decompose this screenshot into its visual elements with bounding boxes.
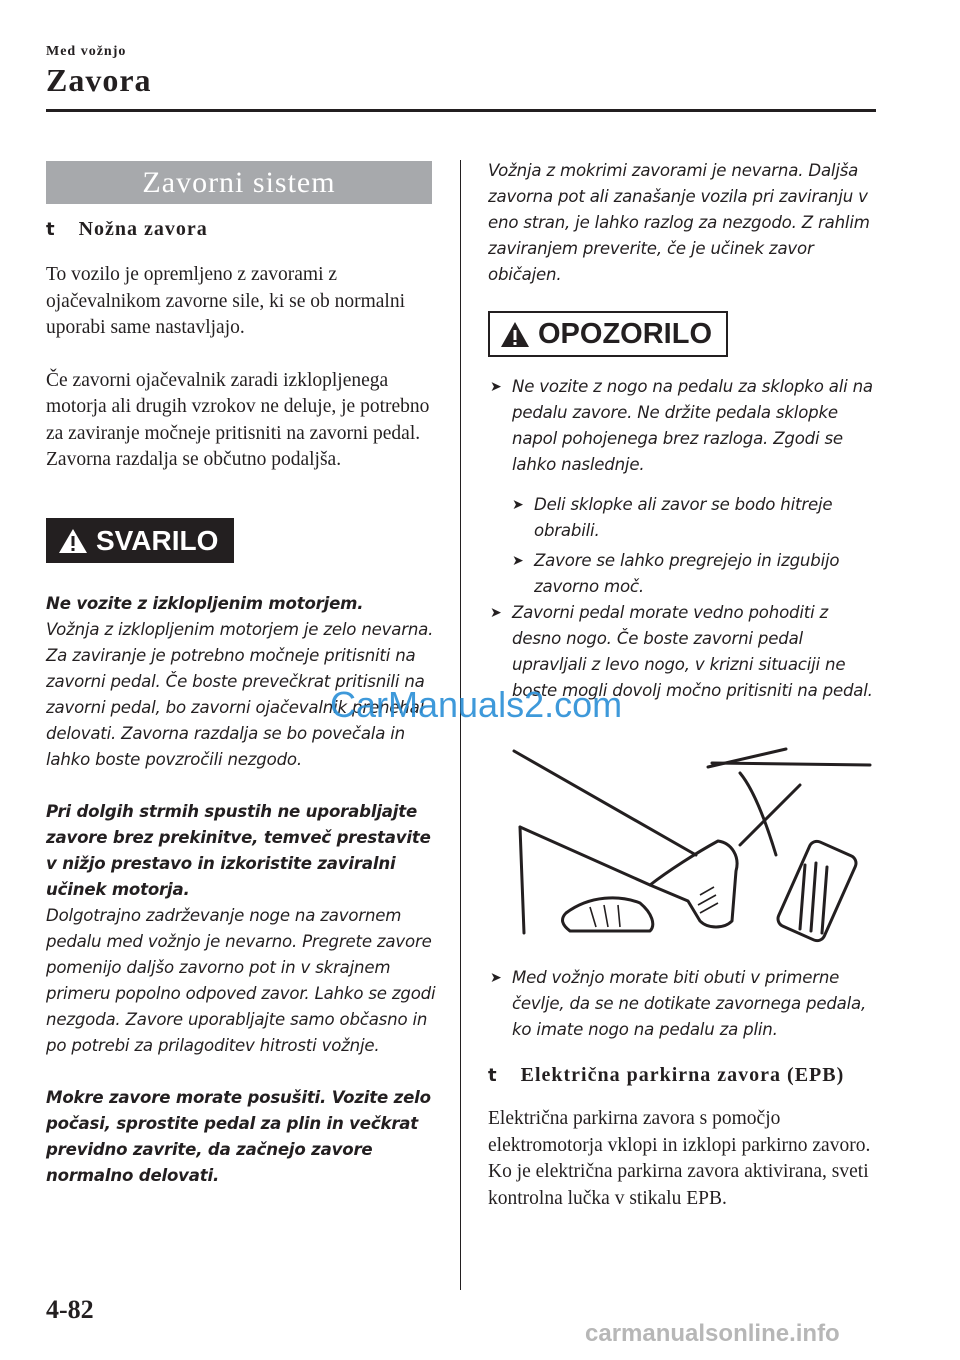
heading-bullet: t	[46, 219, 55, 240]
danger-bold-3: Mokre zavore morate posušiti. Vozite zelo počasi, sprostite pedal za plin in večkrat previdno zavrite, da začnejo zavore normalno delovati.	[46, 1088, 431, 1185]
warning-badge	[488, 311, 728, 357]
paragraph: Če zavorni ojačevalnik zaradi izklopljenega motorja ali drugih vzrokov ne deluje, je potrebno za zaviranje močneje pritisniti na zavorni pedal. Zavorna razdalja se občutno podaljša.	[46, 369, 430, 470]
list-item: ➤ Med vožnjo morate biti obuti v primerne čevlje, da se ne dotikate zavornega pedala, ko imate nogo na pedalu za plin.	[490, 965, 882, 1043]
overlay-watermark: CarManuals2.com	[330, 684, 623, 725]
arrow-bullet-icon: ➤	[490, 970, 502, 986]
paragraph: To vozilo je opremljeno z zavorami z ojačevalnikom zavorne sile, ki se ob normalni uporabi same nastavljajo.	[46, 264, 406, 338]
danger-text-2: Dolgotrajno zadrževanje noge na zavornem pedalu med vožnjo je nevarno. Pregrete zavore pomenijo daljšo zavorno pot in v skrajnem primeru popolno odpoved zavor. Lahko se zgodi nezgoda. Zavore uporabljajte samo občasno in po potrebi za prilagoditev hitrosti vožnje.	[46, 906, 436, 1055]
pedal-illustration	[500, 745, 880, 955]
danger-text-continued	[488, 158, 878, 288]
arrow-bullet-icon: ➤	[512, 553, 524, 569]
list-item: ➤ Zavorni pedal morate vedno pohoditi z desno nogo. Če boste zavorni pedal upravljali z levo nogo, v krizni situaciji ne boste mogli dovolj močno pritisniti na pedal.	[490, 600, 882, 704]
warning-label: OPOZORILO	[538, 317, 712, 350]
chapter-title: Zavora	[46, 62, 152, 98]
paragraph: Električna parkirna zavora s pomočjo elektromotorja vklopi in izklopi parkirno zavoro. Ko je električna parkirna zavora aktivirana, sveti kontrolna lučka v stikalu EPB.	[488, 1108, 871, 1209]
warning-list	[490, 374, 882, 704]
foot-brake-heading	[46, 218, 208, 241]
section-banner: Zavorni sistem	[46, 161, 432, 204]
epb-heading	[488, 1064, 844, 1087]
danger-text	[46, 591, 442, 1189]
list-item: ➤ Zavore se lahko pregrejejo in izgubijo zavorno moč.	[512, 548, 882, 600]
epb-text	[488, 1106, 880, 1212]
warning-triangle-icon	[500, 321, 530, 348]
epb-title: Električna parkirna zavora (EPB)	[520, 1064, 845, 1086]
site-watermark: carmanualsonline.info	[585, 1320, 840, 1347]
breadcrumb: Med vožnjo	[46, 44, 127, 59]
danger-badge	[46, 518, 234, 563]
arrow-bullet-icon: ➤	[490, 379, 502, 395]
arrow-bullet-icon: ➤	[490, 605, 502, 621]
danger-label: SVARILO	[96, 524, 219, 556]
danger-bold-1: Ne vozite z izklopljenim motorjem.	[46, 594, 364, 613]
page-number: 4-82	[46, 1295, 94, 1324]
warning-list-continued	[490, 965, 882, 1043]
list-item: ➤ Ne vozite z nogo na pedalu za sklopko ali na pedalu zavore. Ne držite pedala sklopke napol pohojenega brez razloga. Zgodi se lahko naslednje.	[490, 374, 882, 478]
danger-text-1: Vožnja z izklopljenim motorjem je zelo nevarna. Za zaviranje je potrebno močneje pritisniti na zavorni pedal. Če boste prevečkrat pritisnili na zavorni pedal, bo zavorni ojačevalnik prenehal delovati. Zavorna razdalja se bo povečala in lahko boste povzročili nezgodo.	[46, 620, 434, 769]
warning-triangle-icon	[58, 528, 88, 554]
header-rule	[46, 109, 876, 112]
foot-brake-text	[46, 262, 438, 474]
heading-bullet: t	[488, 1065, 497, 1086]
danger-text-3: Vožnja z mokrimi zavorami je nevarna. Daljša zavorna pot ali zanašanje vozila pri zaviranju v eno stran, je lahko razlog za nezgodo. Z rahlim zaviranjem preverite, če je učinek zavor običajen.	[488, 161, 870, 284]
foot-brake-title: Nožna zavora	[78, 218, 208, 240]
arrow-bullet-icon: ➤	[512, 497, 524, 513]
list-item: ➤ Deli sklopke ali zavor se bodo hitreje obrabili.	[512, 492, 882, 544]
danger-bold-2: Pri dolgih strmih spustih ne uporabljajte zavore brez prekinitve, temveč prestavite v nižjo prestavo in izkoristite zaviralni učinek motorja.	[46, 802, 431, 899]
